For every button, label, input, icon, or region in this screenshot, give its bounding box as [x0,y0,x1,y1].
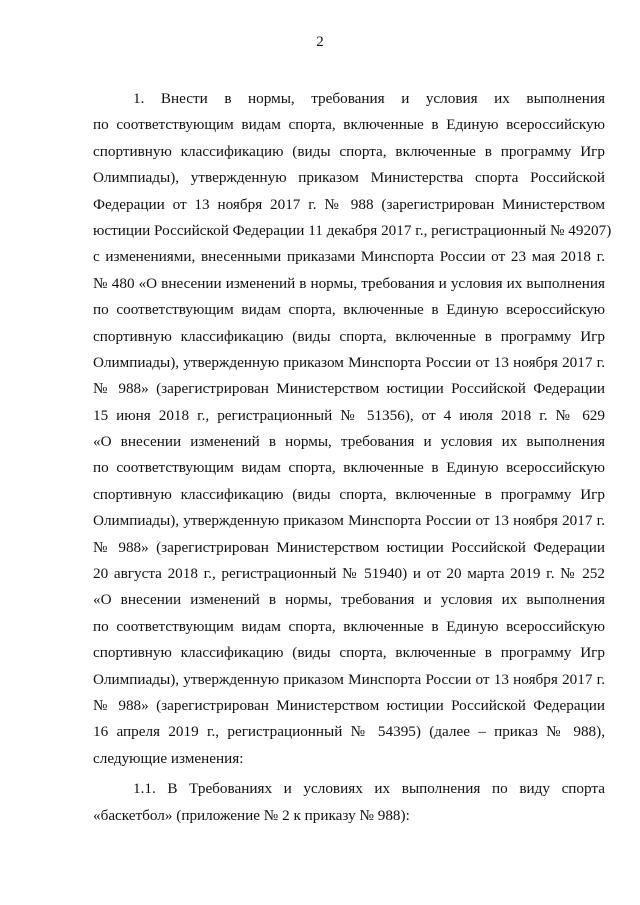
text-line: 20 августа 2018 г., регистрационный № 51940) и от 20 марта 2019 г. № 252 [93,565,605,583]
text-line: по соответствующим видам спорта, включенные в Единую всероссийскую [93,301,605,319]
text-line: по соответствующим видам спорта, включенные в Единую всероссийскую [93,116,605,134]
text-line: с изменениями, внесенными приказами Минспорта России от 23 мая 2018 г. [93,248,605,266]
text-line: спортивную классификацию (виды спорта, включенные в программу Игр [93,327,605,345]
text-line: 1.1. В Требованиях и условиях их выполнения по виду спорта [133,780,605,798]
text-line: «баскетбол» (приложение № 2 к приказу № 988): [93,806,410,824]
text-line: Олимпиады), утвержденную приказом Минспорта России от 13 ноября 2017 г. [93,512,605,530]
text-line: № 988» (зарегистрирован Министерством юстиции Российской Федерации [93,538,605,556]
document-body [93,86,612,829]
text-line: № 480 «О внесении изменений в нормы, требования и условия их выполнения [93,274,605,292]
text-line: 1. Внести в нормы, требования и условия их выполнения [133,90,605,107]
text-line: следующие изменения: [93,749,244,767]
text-line: № 988» (зарегистрирован Министерством юстиции Российской Федерации [93,696,605,714]
paragraph-1 [93,86,612,772]
text-line: юстиции Российской Федерации 11 декабря 2017 г., регистрационный № 49207) [93,221,612,239]
text-line: Федерации от 13 ноября 2017 г. № 988 (зарегистрирован Министерством [93,195,605,213]
text-line: 15 июня 2018 г., регистрационный № 51356), от 4 июля 2018 г. № 629 [93,406,605,424]
text-line: 16 апреля 2019 г., регистрационный № 54395) (далее – приказ № 988), [93,723,605,741]
text-line: «О внесении изменений в нормы, требования и условия их выполнения [93,591,605,609]
text-line: спортивную классификацию (виды спорта, включенные в программу Игр [93,142,605,160]
text-line: № 988» (зарегистрирован Министерством юстиции Российской Федерации [93,380,605,398]
page-number: 2 [316,34,324,50]
text-line: спортивную классификацию (виды спорта, включенные в программу Игр [93,485,605,503]
text-line: Олимпиады), утвержденную приказом Минспорта России от 13 ноября 2017 г. [93,353,605,371]
text-line: Олимпиады), утвержденную приказом Минспорта России от 13 ноября 2017 г. [93,670,605,688]
text-line: Олимпиады), утвержденную приказом Министерства спорта Российской [93,169,605,187]
text-line: по соответствующим видам спорта, включенные в Единую всероссийскую [93,459,605,477]
text-line: по соответствующим видам спорта, включенные в Единую всероссийскую [93,617,605,635]
paragraph-2 [93,776,605,829]
text-line: спортивную классификацию (виды спорта, включенные в программу Игр [93,644,605,662]
text-line: «О внесении изменений в нормы, требования и условия их выполнения [93,433,605,451]
